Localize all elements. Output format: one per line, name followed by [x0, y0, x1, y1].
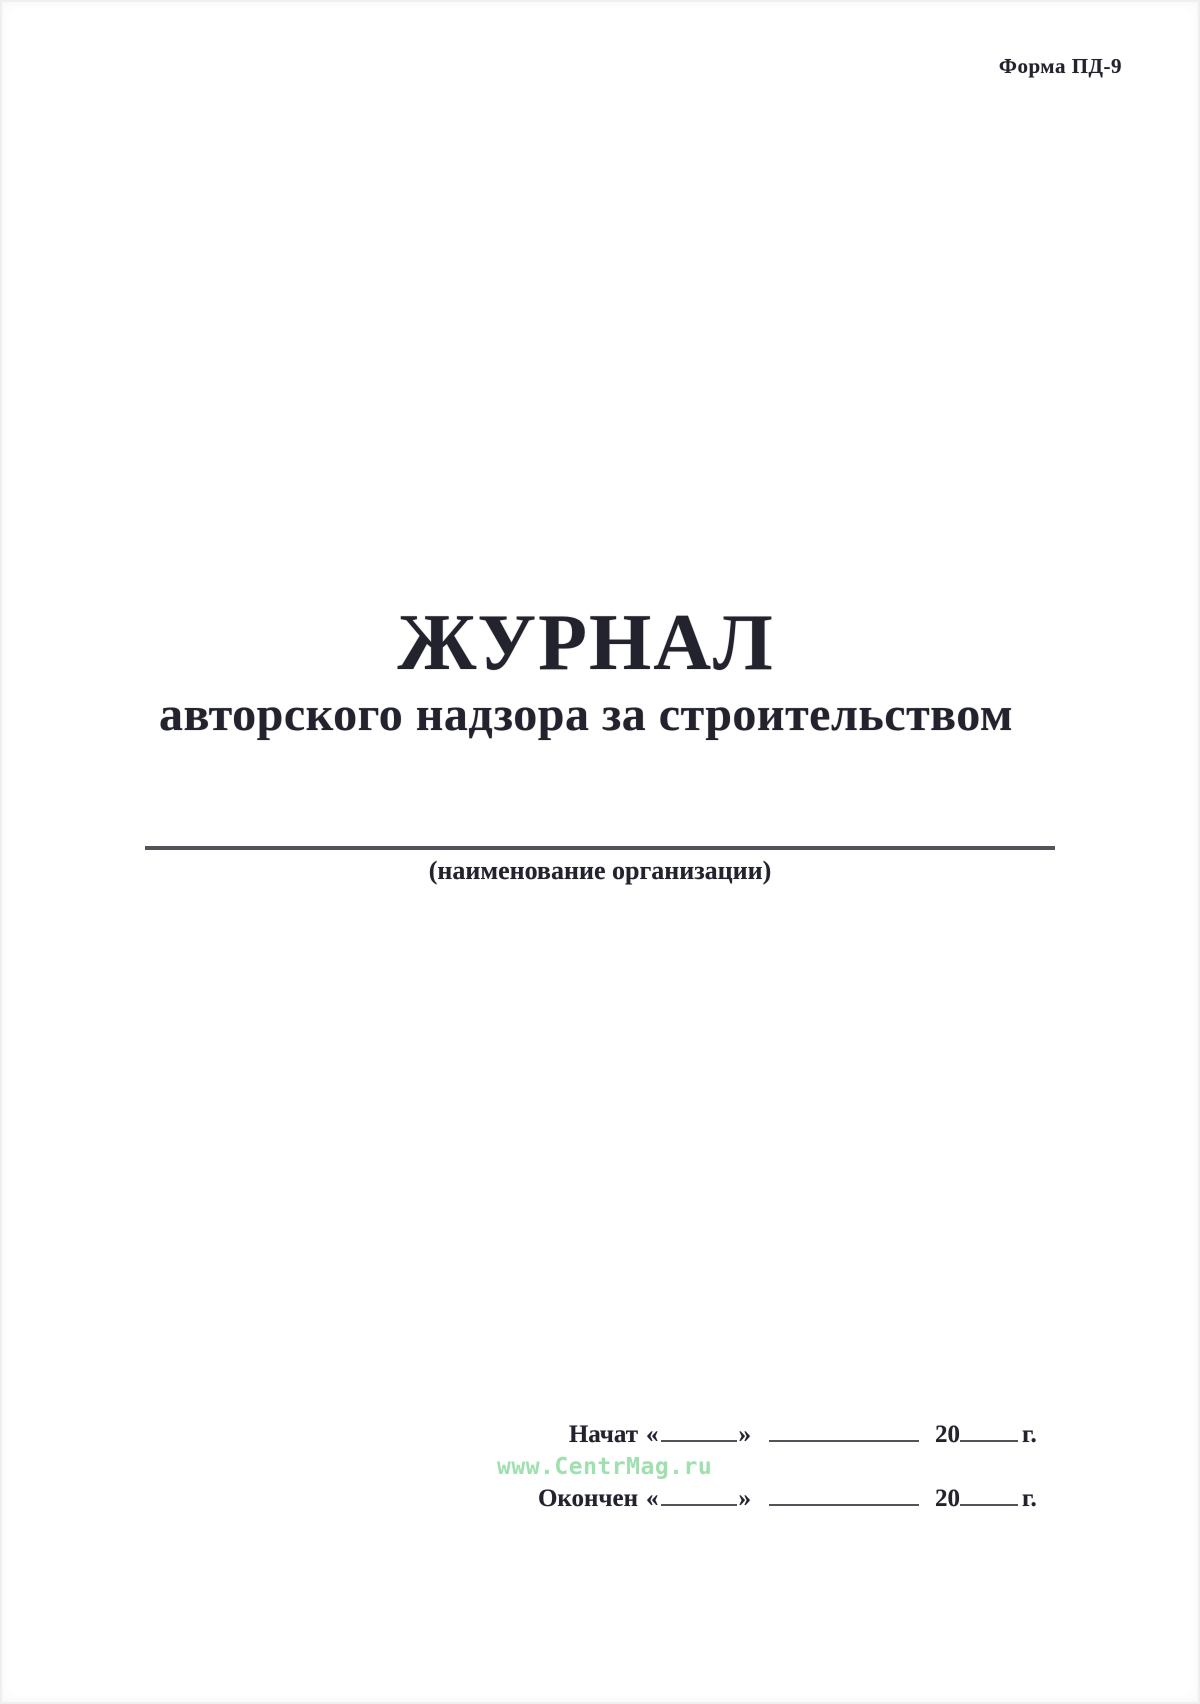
- started-row: [450, 1420, 1050, 1450]
- year-century-prefix: 20: [935, 1421, 960, 1448]
- form-code-label: Форма ПД-9: [998, 54, 1122, 78]
- organization-caption: (наименование организации): [428, 856, 772, 885]
- organization-fill-line: [145, 846, 1055, 850]
- open-guillemet: «: [646, 1485, 659, 1512]
- page-subtitle: авторского надзора за строительством: [158, 688, 1014, 741]
- title-block: [0, 599, 1186, 742]
- finished-label: Окончен: [537, 1485, 638, 1512]
- year-blank-line: [960, 1436, 1018, 1442]
- day-blank-line: [661, 1500, 737, 1506]
- year-suffix: г.: [1022, 1421, 1037, 1448]
- finished-row: [450, 1484, 1050, 1514]
- started-label: Начат: [568, 1421, 638, 1448]
- year-suffix: г.: [1022, 1485, 1037, 1512]
- close-guillemet: »: [738, 1485, 751, 1512]
- month-blank-line: [769, 1436, 919, 1442]
- open-guillemet: «: [646, 1421, 659, 1448]
- day-blank-line: [661, 1436, 737, 1442]
- year-century-prefix: 20: [935, 1485, 960, 1512]
- close-guillemet: »: [738, 1421, 751, 1448]
- year-blank-line: [960, 1500, 1018, 1506]
- month-blank-line: [769, 1500, 919, 1506]
- watermark: www.CentrMag.ru: [497, 1454, 713, 1480]
- page-title: ЖУРНАЛ: [397, 599, 775, 687]
- organization-block: [145, 846, 1055, 886]
